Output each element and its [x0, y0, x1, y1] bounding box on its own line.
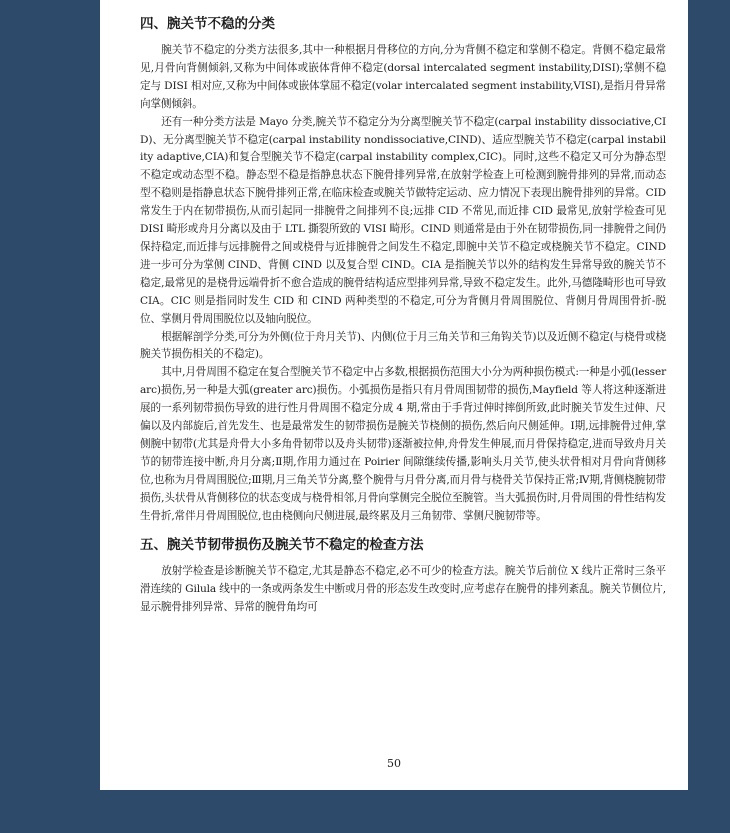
section-heading-classification: 四、腕关节不稳的分类 — [140, 16, 275, 32]
paragraph: 腕关节不稳定的分类方法很多,其中一种根据月骨移位的方向,分为背侧不稳定和掌侧不稳定。背侧不稳定最常见,月骨向背侧倾斜,又称为中间体或嵌体背伸不稳定(dorsal intercalated segment instability,DISI);掌侧不稳定与 DISI 相对应,又称为中间体或嵌体掌屈不稳定(volar intercalated segment instability,VISI),是指月骨异常向掌侧倾斜。 — [140, 44, 666, 110]
book-page — [100, 0, 688, 790]
page-number: 50 — [387, 757, 401, 770]
paragraph: 还有一种分类方法是 Mayo 分类,腕关节不稳定分为分离型腕关节不稳定(carpal instability dissociative,CID)、无分离型腕关节不稳定(carpal instability nondissociative,CIND)、适应型腕关节不稳定(carpal instability adaptive,CIA)和复合型腕关节不稳定(carpal instability complex,CIC)。同时,这些不稳定又可分为静态型不稳定或动态型不稳。静态型不稳是指静息状态下腕骨排列异常,在放射学检查上可检测到腕骨排列的异常,而动态型不稳则是指静息状态下腕骨排列正常,在临床检查或腕关节做特定运动、应力情况下表现出腕骨排列的异常。CID 常发生于内在韧带损伤,从而引起同一排腕骨之间排列不良;远排 CID 不常见,而近排 CID 最常见,放射学检查可见 DISI 畸形或舟月分离以及由于 LTL 撕裂所致的 VISI 畸形。CIND 则通常是由于外在韧带损伤,同一排腕骨之间仍保持稳定,而近排与远排腕骨之间或桡骨与近排腕骨之间发生不稳定,即腕中关节不稳定或桡腕关节不稳定。CIND 进一步可分为掌侧 CIND、背侧 CIND 以及复合型 CIND。CIA 是指腕关节以外的结构发生异常导致的腕关节不稳定,最常见的是桡骨远端骨折不愈合造成的腕骨结构适应型排列异常,导致不稳定发生。此外,马德隆畸形也可导致 CIA。CIC 则是指同时发生 CID 和 CIND 两种类型的不稳定,可分为背侧月骨周围脱位、背侧月骨周围骨折-脱位、掌侧月骨周围脱位以及轴向脱位。 — [140, 115, 666, 325]
section-heading-examination: 五、腕关节韧带损伤及腕关节不稳定的检查方法 — [140, 537, 424, 554]
paragraph: 根据解剖学分类,可分为外侧(位于舟月关节)、内侧(位于月三角关节和三角钩关节)以及近侧不稳定(与桡骨或桡腕关节损伤相关的不稳定)。 — [140, 330, 666, 361]
paragraph: 放射学检查是诊断腕关节不稳定,尤其是静态不稳定,必不可少的检查方法。腕关节后前位 X 线片正常时三条平滑连续的 Gilula 线中的一条或两条发生中断或月骨的形态发生改变时,应考虑存在腕骨的排列紊乱。腕关节侧位片,显示腕骨排列异常、异常的腕骨角均可 — [140, 565, 666, 614]
paragraph: 其中,月骨周围不稳定在复合型腕关节不稳定中占多数,根据损伤范围大小分为两种损伤模式:一种是小弧(lesser arc)损伤,另一种是大弧(greater arc)损伤。小弧损伤是指只有月骨周围韧带的损伤,Mayfield 等人将这种逐渐进展的一系列韧带损伤导致的进行性月骨周围不稳定分成 4 期,常由于手背过伸时摔倒所致,此时腕关节发生过伸、尺偏以及内部旋后,首先发生、也是最常发生的韧带损伤是腕关节桡侧的损伤,然后向尺侧延伸。Ⅰ期,远排腕骨过伸,掌侧腕中韧带(尤其是舟骨大小多角骨韧带以及舟头韧带)逐渐被拉伸,舟骨发生伸展,而月骨保持稳定,进而导致舟月关节的韧带连接中断,舟月分离;Ⅱ期,作用力通过在 Poirier 间隙继续传播,影响头月关节,使头状骨相对月骨向背侧移位,也称为月骨周围脱位;Ⅲ期,月三角关节分离,整个腕骨与月骨分离,而月骨与桡骨关节保持正常;Ⅳ期,背侧桡腕韧带损伤,头状骨从背侧移位的状态变成与桡骨相邻,月骨向掌侧完全脱位至腕管。当大弧损伤时,月骨周围的骨性结构发生骨折,常伴月骨周围脱位,也由桡侧向尺侧进展,最终累及月三角韧带、掌侧尺腕韧带等。 — [140, 366, 666, 522]
background-band — [0, 790, 730, 833]
